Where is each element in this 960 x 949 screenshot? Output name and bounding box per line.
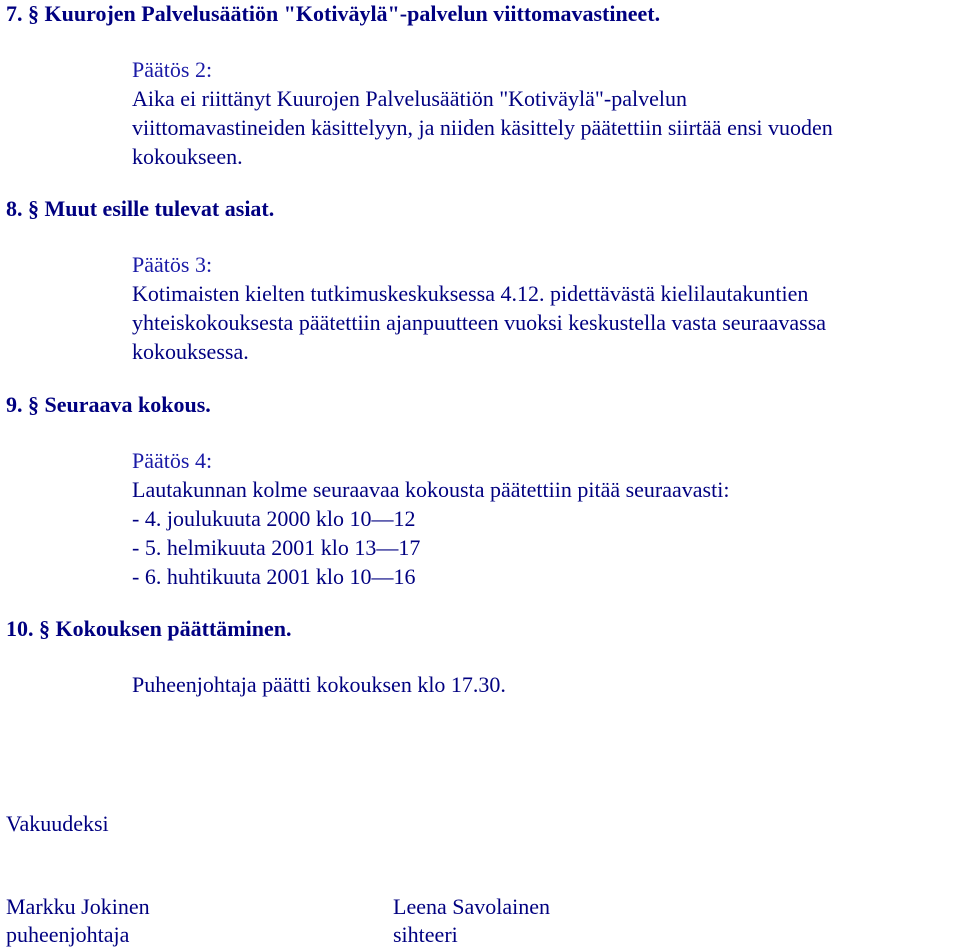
- section-7-line-3: kokoukseen.: [132, 144, 243, 169]
- section-10-heading: 10. § Kokouksen päättäminen.: [6, 616, 292, 641]
- meeting-date-2: - 5. helmikuuta 2001 klo 13—17: [132, 535, 421, 560]
- section-9-line-1: Lautakunnan kolme seuraavaa kokousta päätettiin pitää seuraavasti:: [132, 477, 730, 502]
- section-10-body: [132, 670, 952, 699]
- meeting-date-1: - 4. joulukuuta 2000 klo 10—12: [132, 506, 416, 531]
- decision-3-label: Päätös 3:: [132, 252, 213, 277]
- decision-2-label: Päätös 2:: [132, 57, 213, 82]
- section-10-line-1: Puheenjohtaja päätti kokouksen klo 17.30.: [132, 672, 506, 697]
- signatory-2-name: Leena Savolainen: [393, 894, 550, 919]
- signatory-1-role: puheenjohtaja: [6, 922, 130, 947]
- section-9-body: [132, 446, 952, 591]
- section-8-line-2: yhteiskokouksesta päätettiin ajanpuutteen vuoksi keskustella vasta seuraavassa: [132, 310, 827, 335]
- section-7-line-2: viittomavastineiden käsittelyyn, ja niiden käsittely päätettiin siirtää ensi vuoden: [132, 115, 833, 140]
- signatory-1-name: Markku Jokinen: [6, 894, 150, 919]
- section-8-body: [132, 250, 952, 366]
- section-9-heading: 9. § Seuraava kokous.: [6, 392, 211, 417]
- section-7-heading: 7. § Kuurojen Palvelusäätiön "Kotiväylä"-palvelun viittomavastineet.: [6, 1, 661, 26]
- section-8-heading: 8. § Muut esille tulevat asiat.: [6, 196, 275, 221]
- decision-4-label: Päätös 4:: [132, 448, 213, 473]
- section-8-line-1: Kotimaisten kielten tutkimuskeskuksessa 4.12. pidettävästä kielilautakuntien: [132, 281, 809, 306]
- meeting-date-3: - 6. huhtikuuta 2001 klo 10—16: [132, 564, 416, 589]
- section-7-body: [132, 55, 952, 171]
- section-8-line-3: kokouksessa.: [132, 339, 249, 364]
- attestation-text: Vakuudeksi: [6, 811, 109, 836]
- signatory-2-role: sihteeri: [393, 922, 458, 947]
- section-7-line-1: Aika ei riittänyt Kuurojen Palvelusäätiön "Kotiväylä"-palvelun: [132, 86, 687, 111]
